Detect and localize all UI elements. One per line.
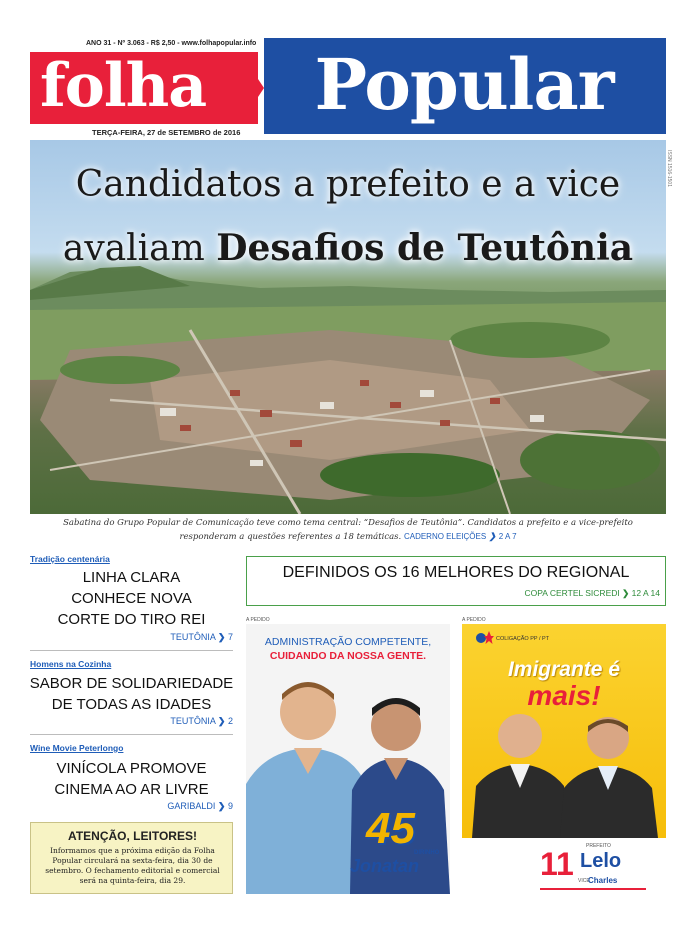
lead-headline-plain: avaliam [62, 228, 205, 269]
ad2-underline [540, 888, 646, 890]
ad1-slogan-line1: ADMINISTRAÇÃO COMPETENTE, [264, 636, 432, 648]
story-page: 9 [227, 801, 233, 811]
campaign-ad-jonatan[interactable] [246, 624, 450, 894]
photo-caption [60, 517, 636, 544]
party-logo-icon [476, 630, 494, 646]
candidates-photo [246, 664, 450, 894]
lead-headline-line1: Candidatos a prefeito e a vice [75, 164, 621, 205]
ad1-slogan-line2: CUIDANDO DA NOSSA GENTE. [269, 650, 427, 662]
story-page: 7 [227, 632, 233, 642]
story-section-ref[interactable] [30, 801, 233, 812]
masthead-popular: Popular [314, 43, 614, 126]
issue-line: ANO 31 - Nº 3.063 - R$ 2,50 - www.folhapopular.info [86, 40, 257, 47]
masthead-folha: folha [40, 51, 207, 121]
notice-body: Informamos que a próxima edição da Folha Popular circulará na sexta-feira, dia 30 de setembro. O fechamento editorial e comercial será na quinta-feira, dia 29. [45, 846, 220, 885]
chevron-right-icon: ❯ [488, 532, 497, 542]
story-headline-line: SABOR DE SOLIDARIEDADE [29, 675, 234, 692]
story-kicker[interactable]: Homens na Cozinha [30, 659, 112, 669]
story-section: TEUTÔNIA [170, 716, 216, 726]
caption-section-ref[interactable]: CADERNO ELEIÇÕES [403, 532, 487, 541]
ad2-vice-label: VICE [578, 878, 590, 884]
chevron-right-icon: ❯ [217, 632, 226, 642]
readers-notice [30, 822, 233, 894]
story-headline-line: CORTE DO TIRO REI [57, 611, 206, 628]
story-headline[interactable] [30, 567, 233, 630]
story-headline[interactable] [30, 758, 233, 800]
story-headline-line: DE TODAS AS IDADES [51, 696, 212, 713]
story-section: GARIBALDI [167, 801, 216, 811]
story-headline-line: VINÍCOLA PROMOVE [56, 760, 207, 777]
story-kicker[interactable]: Tradição centenária [30, 554, 110, 564]
ad2-candidate-number: 11 [540, 846, 574, 882]
sports-pages: 12 A 14 [631, 588, 660, 598]
chevron-right-icon: ❯ [217, 716, 226, 726]
ad1-vice-name: DIRINHO [414, 850, 440, 856]
divider [30, 734, 233, 735]
ad2-prefeito-label: PREFEITO [586, 843, 611, 849]
ad-label: A PEDIDO [462, 617, 486, 623]
caption-text: Sabatina do Grupo Popular de Comunicação teve como tema central: “Desafios de Teutônia”. Candidatos a prefeito e a vice-prefeito responderam a questões referentes a 18 temáticas. [63, 518, 633, 542]
candidates-photo [462, 710, 666, 838]
ad2-slogan-line2: mais! [527, 680, 601, 711]
side-code: ISSN 1516-1501 [666, 150, 672, 187]
notice-title: ATENÇÃO, LEITORES! [68, 829, 197, 843]
ad1-candidate-name: Jonatan [350, 856, 420, 876]
issue-date: TERÇA-FEIRA, 27 de SETEMBRO de 2016 [92, 128, 241, 137]
lead-headline-line2 [30, 226, 666, 271]
story-headline-line: CINEMA AO AR LIVRE [54, 781, 209, 798]
story-headline[interactable] [26, 673, 237, 715]
ad2-vice-name: Charles [588, 876, 618, 885]
story-headline-line: LINHA CLARA [82, 569, 181, 586]
lead-headline-bold: Desafios de Teutônia [216, 227, 634, 269]
story-section-ref[interactable] [30, 632, 233, 643]
story-headline-line: CONHECE NOVA [71, 590, 192, 607]
sports-headline[interactable]: DEFINIDOS OS 16 MELHORES DO REGIONAL [282, 564, 630, 581]
campaign-ad-lelo[interactable] [462, 624, 666, 894]
story-section: TEUTÔNIA [170, 632, 216, 642]
ad-label: A PEDIDO [246, 617, 270, 623]
ad2-candidate-name: Lelo [580, 850, 622, 872]
story-section-ref[interactable] [30, 716, 233, 727]
sports-section-ref[interactable] [246, 588, 660, 599]
story-page: 2 [227, 716, 233, 726]
masthead-arrow [240, 52, 264, 124]
chevron-right-icon: ❯ [217, 801, 226, 811]
sports-section: COPA CERTEL SICREDI [524, 588, 620, 598]
divider [30, 650, 233, 651]
ad2-coalition: COLIGAÇÃO PP / PT [496, 636, 550, 642]
ad1-candidate-number: 45 [366, 804, 415, 853]
caption-pages[interactable]: 2 A 7 [498, 532, 517, 541]
chevron-right-icon: ❯ [622, 588, 630, 598]
ad2-slogan-line1: Imigrante é [507, 658, 621, 681]
story-kicker[interactable]: Wine Movie Peterlongo [30, 743, 124, 753]
